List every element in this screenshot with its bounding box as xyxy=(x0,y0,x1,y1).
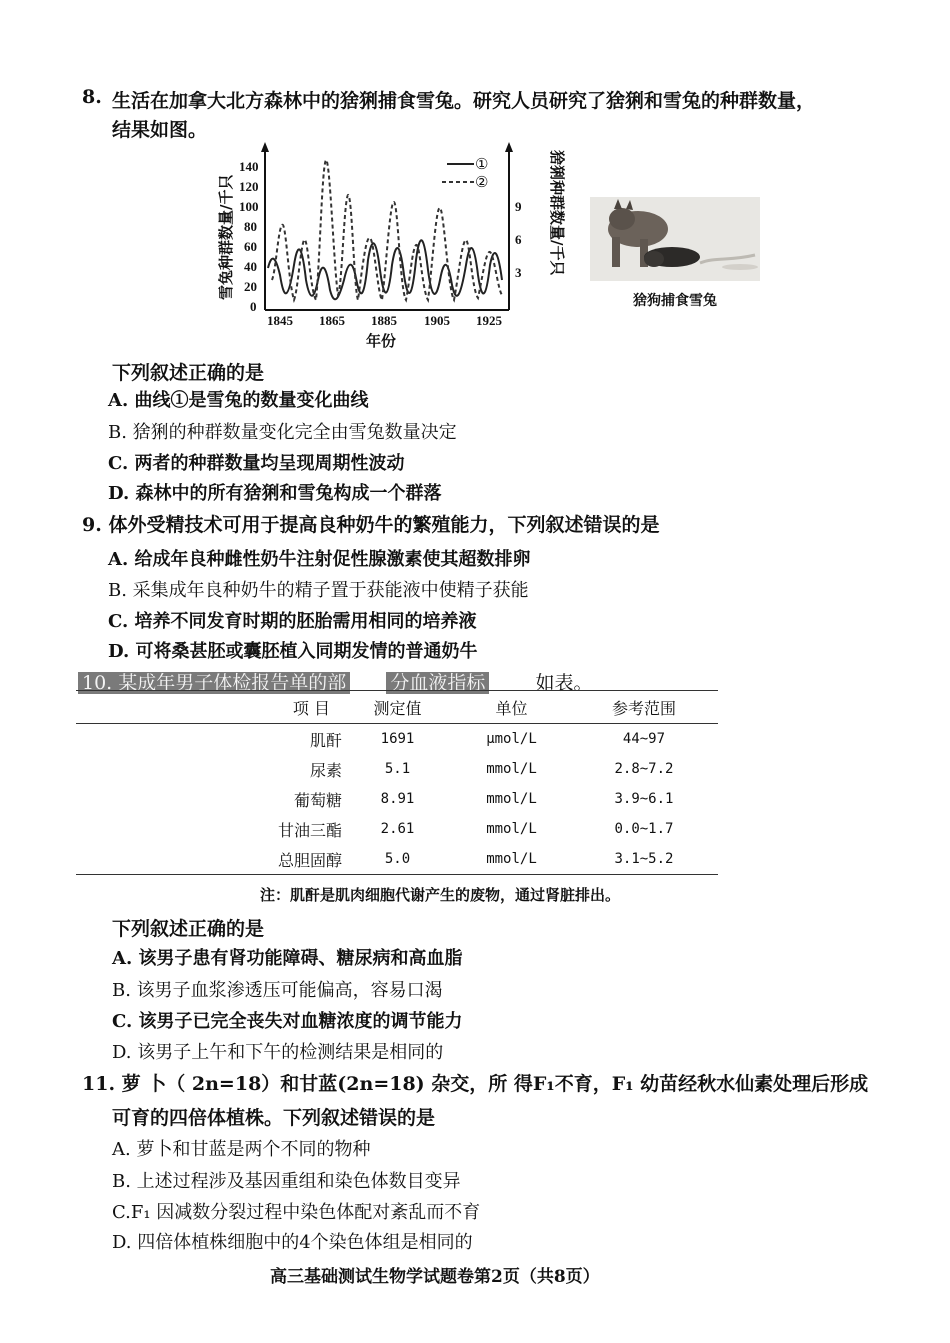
q11-option-a[interactable]: A. 萝卜和甘蓝是两个不同的物种 xyxy=(112,1139,371,1160)
q8-stem-line1: 生活在加拿大北方森林中的猞猁捕食雪兔。研究人员研究了猞猁和雪兔的种群数量， xyxy=(112,90,816,112)
q8-prompt: 下列叙述正确的是 xyxy=(112,362,265,384)
q8-stem-line2: 结果如图。 xyxy=(112,119,208,141)
lynx-hare-photo xyxy=(590,197,760,281)
svg-text:20: 20 xyxy=(244,279,257,294)
q8-option-c[interactable]: C. 两者的种群数量均呈现周期性波动 xyxy=(108,453,405,474)
row-item: 葡萄糖 xyxy=(293,790,342,810)
left-axis-label: 雪兔种群数量/千只 xyxy=(217,174,235,300)
q8-number: 8. xyxy=(82,86,102,108)
header-range: 参考范围 xyxy=(570,691,718,724)
row-item: 尿素 xyxy=(309,760,342,780)
row-value: 5.0 xyxy=(342,844,453,875)
q10-table-note: 注：肌酐是肌肉细胞代谢产生的废物，通过肾脏排出。 xyxy=(260,886,621,904)
header-unit: 单位 xyxy=(453,691,570,724)
row-unit: mmol/L xyxy=(453,844,570,875)
q10-option-c[interactable]: C. 该男子已完全丧失对血糖浓度的调节能力 xyxy=(112,1011,463,1032)
left-axis-arrow xyxy=(261,142,269,152)
q11-stem-line2: 可育的四倍体植株。下列叙述错误的是 xyxy=(112,1107,436,1129)
row-unit: μmol/L xyxy=(486,731,537,747)
row-range: 3.9~6.1 xyxy=(614,791,674,807)
svg-text:40: 40 xyxy=(244,259,257,274)
blood-test-table xyxy=(76,690,718,875)
row-range: 2.8~7.2 xyxy=(614,761,674,777)
svg-text:3: 3 xyxy=(515,265,522,280)
row-value: 1691 xyxy=(380,731,415,747)
table-row xyxy=(76,784,718,814)
q10-stem-part1: 10. 某成年男子体检报告单的部 xyxy=(78,672,350,694)
svg-text:9: 9 xyxy=(515,199,522,214)
q9-option-c[interactable]: C. 培养不同发育时期的胚胎需用相同的培养液 xyxy=(108,611,477,632)
right-tick-labels xyxy=(515,199,522,280)
svg-text:1885: 1885 xyxy=(371,313,397,328)
row-range: 3.1~5.2 xyxy=(570,844,718,875)
q8-option-d[interactable]: D. 森林中的所有猞猁和雪兔构成一个群落 xyxy=(108,483,442,504)
row-unit: mmol/L xyxy=(486,821,537,837)
row-item: 总胆固醇 xyxy=(76,844,342,875)
q10-option-a[interactable]: A. 该男子患有肾功能障碍、糖尿病和高血脂 xyxy=(112,948,463,969)
row-item: 甘油三酯 xyxy=(277,820,342,840)
x-axis-label: 年份 xyxy=(366,332,397,350)
table-row xyxy=(76,814,718,844)
row-range: 0.0~1.7 xyxy=(614,821,674,837)
q10-prompt: 下列叙述正确的是 xyxy=(112,918,265,940)
left-tick-labels xyxy=(239,159,259,314)
svg-text:60: 60 xyxy=(244,239,257,254)
row-value: 5.1 xyxy=(384,761,411,777)
svg-text:80: 80 xyxy=(244,219,257,234)
q10-stem-part2: 分血液指标 xyxy=(386,672,489,694)
q11-option-d[interactable]: D. 四倍体植株细胞中的4个染色体组是相同的 xyxy=(112,1232,473,1253)
lynx-hare-illustration xyxy=(590,197,760,281)
q11-stem-line1: 11. 萝 卜（ 2n=18）和甘蓝(2n=18) 杂交，所 得F₁不育，F₁ 幼苗经秋水仙素处理后形成 xyxy=(82,1073,869,1095)
row-item: 肌酐 xyxy=(309,730,342,750)
svg-text:1865: 1865 xyxy=(319,313,345,328)
q8-option-b[interactable]: B. 猞猁的种群数量变化完全由雪兔数量决定 xyxy=(108,422,457,443)
right-axis-label: 猞猁种群数量/千只 xyxy=(548,150,566,276)
page-footer: 高三基础测试生物学试题卷第2页（共8页） xyxy=(270,1267,600,1287)
photo-caption: 猞狗捕食雪兔 xyxy=(633,293,717,309)
row-unit: mmol/L xyxy=(486,761,537,777)
svg-text:140: 140 xyxy=(239,159,259,174)
svg-text:1905: 1905 xyxy=(424,313,450,328)
q9-option-b[interactable]: B. 采集成年良种奶牛的精子置于获能液中使精子获能 xyxy=(108,580,529,601)
q9-option-d[interactable]: D. 可将桑甚胚或囊胚植入同期发情的普通奶牛 xyxy=(108,641,478,662)
table-row xyxy=(76,754,718,784)
svg-text:6: 6 xyxy=(515,232,522,247)
q11-option-c[interactable]: C.F₁ 因减数分裂过程中染色体配对紊乱而不育 xyxy=(112,1202,481,1223)
svg-text:100: 100 xyxy=(239,199,259,214)
svg-text:1925: 1925 xyxy=(476,313,502,328)
population-chart xyxy=(212,140,572,352)
q10-stem-part3: 如表。 xyxy=(535,672,593,694)
legend-label-2: ② xyxy=(475,173,489,191)
legend-label-1: ① xyxy=(475,155,489,173)
row-value: 2.61 xyxy=(380,821,415,837)
header-value: 测定值 xyxy=(342,691,453,724)
table-row xyxy=(76,724,718,755)
row-range: 44~97 xyxy=(622,731,666,747)
row-value: 8.91 xyxy=(380,791,415,807)
q9-option-a[interactable]: A. 给成年良种雌性奶牛注射促性腺激素使其超数排卵 xyxy=(108,549,531,570)
q11-option-b[interactable]: B. 上述过程涉及基因重组和染色体数目变异 xyxy=(112,1171,461,1192)
q10-option-b[interactable]: B. 该男子血浆渗透压可能偏高，容易口渴 xyxy=(112,980,443,1001)
q9-stem: 9. 体外受精技术可用于提高良种奶牛的繁殖能力，下列叙述错误的是 xyxy=(82,514,660,536)
svg-text:1845: 1845 xyxy=(267,313,293,328)
svg-text:0: 0 xyxy=(250,299,257,314)
x-tick-labels xyxy=(267,313,503,328)
header-item: 项 目 xyxy=(76,691,342,724)
table-header-row xyxy=(76,691,718,724)
svg-text:120: 120 xyxy=(239,179,259,194)
q10-option-d[interactable]: D. 该男子上午和下午的检测结果是相同的 xyxy=(112,1042,444,1063)
table-row xyxy=(76,844,718,875)
right-axis-arrow xyxy=(505,142,513,152)
row-unit: mmol/L xyxy=(486,791,537,807)
q8-option-a[interactable]: A. 曲线①是雪兔的数量变化曲线 xyxy=(108,390,369,411)
